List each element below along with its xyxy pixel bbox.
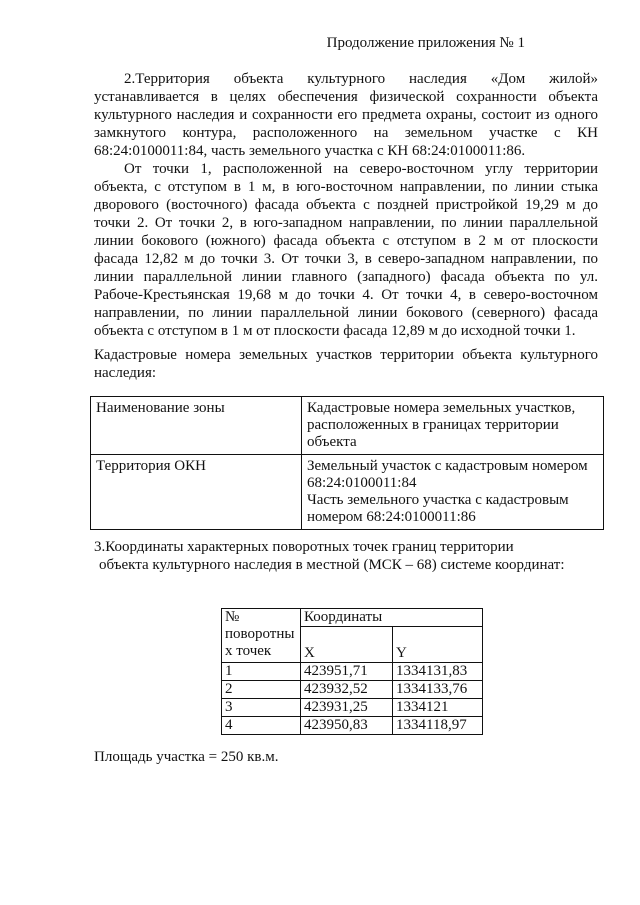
point-number: 3 <box>222 699 301 717</box>
section3-heading-line-2: объекта культурного наследия в местной (МСК – 68) системе координат: <box>99 557 565 573</box>
cadastral-intro: Кадастровые номера земельных участков территории объекта культурного наследия: <box>94 347 598 381</box>
table-header-row <box>91 397 604 455</box>
section2-paragraph-2 <box>94 160 598 340</box>
cadastral-table <box>90 396 604 530</box>
coords-header-row <box>222 609 483 627</box>
header-y: Y <box>393 627 483 663</box>
coord-y: 1334131,83 <box>393 663 483 681</box>
section2-paragraph-2-text: От точки 1, расположенной на северо-восточном углу территории объекта, с отступом в 1 м, в юго-восточном направлении, по линии стыка дворового (восточного) фасада объекта с поздней пристройкой 19,29 м до точки 2. От точки 2, в юго-западном направлении, по линии параллельной линии бокового (южного) фасада объекта с отступом в 2 м от плоскости фасада 12,82 м до точки 3. От точки 3, в северо-западном направлении, по линии параллельной линии главного (западного) фасада объекта по ул. Рабоче-Крестьянская 19,68 м до точки 4. От точки 4, в северо-восточном направлении, по линии параллельной линии бокового (северного) фасада объекта с отступом в 1 м от плоскости фасада 12,89 м до исходной точки 1. <box>94 161 598 339</box>
coordinates-table <box>221 608 483 735</box>
point-number: 1 <box>222 663 301 681</box>
header-coordinates: Координаты <box>301 609 483 627</box>
table-row <box>91 455 604 530</box>
section2-paragraph-1-text: 2.Территория объекта культурного наследия «Дом жилой» устанавливается в целях обеспечения физической сохранности объекта культурного наследия и сохранности его предмета охраны, состоит из одного замкнутого контура, расположенного на земельном участке с КН 68:24:0100011:84, часть земельного участка с КН 68:24:0100011:86. <box>94 71 598 159</box>
table-row <box>222 663 483 681</box>
coord-x: 423931,25 <box>301 699 393 717</box>
coord-x: 423950,83 <box>301 717 393 735</box>
point-number: 2 <box>222 681 301 699</box>
cadastral-line-1: Земельный участок с кадастровым номером 68:24:0100011:84 <box>307 458 588 491</box>
table-row <box>222 717 483 735</box>
header-x: X <box>301 627 393 663</box>
cadastral-numbers-cell <box>302 455 604 530</box>
cadastral-line-2: Часть земельного участка с кадастровым номером 68:24:0100011:86 <box>307 492 569 525</box>
coord-y: 1334118,97 <box>393 717 483 735</box>
table-row <box>222 681 483 699</box>
header-point-number: № поворотны х точек <box>222 609 301 663</box>
page-header: Продолжение приложения № 1 <box>326 35 525 51</box>
section2-paragraph-1 <box>94 70 598 160</box>
coord-y: 1334133,76 <box>393 681 483 699</box>
point-number: 4 <box>222 717 301 735</box>
section3-heading-line-1: 3.Координаты характерных поворотных точек границ территории <box>94 539 514 555</box>
coord-x: 423932,52 <box>301 681 393 699</box>
coord-x: 423951,71 <box>301 663 393 681</box>
table-row <box>222 699 483 717</box>
area-text: Площадь участка = 250 кв.м. <box>94 749 279 765</box>
header-zone-name: Наименование зоны <box>91 397 302 455</box>
header-cadastral-numbers: Кадастровые номера земельных участков, расположенных в границах территории объекта <box>302 397 604 455</box>
coord-y: 1334121 <box>393 699 483 717</box>
zone-name-cell: Территория ОКН <box>91 455 302 530</box>
